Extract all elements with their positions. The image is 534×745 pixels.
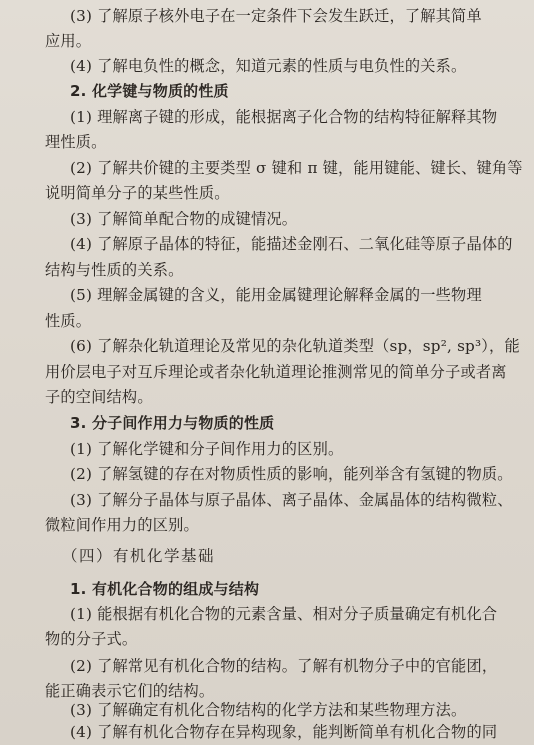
- text-line: (4) 了解原子晶体的特征，能描述金刚石、二氧化硅等原子晶体的: [70, 235, 513, 253]
- text-line: (2) 了解共价键的主要类型 σ 键和 π 键，能用键能、键长、键角等: [70, 159, 523, 177]
- text-line: 理性质。: [45, 133, 107, 151]
- section-heading: 2. 化学键与物质的性质: [70, 82, 229, 100]
- text-line: (3) 了解原子核外电子在一定条件下会发生跃迁，了解其简单: [70, 7, 482, 25]
- text-line: 应用。: [45, 32, 92, 50]
- text-line: (1) 理解离子键的形成，能根据离子化合物的结构特征解释其物: [70, 108, 498, 126]
- text-line: (3) 了解分子晶体与原子晶体、离子晶体、金属晶体的结构微粒、: [70, 491, 513, 509]
- text-line: 子的空间结构。: [45, 388, 153, 406]
- text-line: (3) 了解简单配合物的成键情况。: [70, 210, 298, 228]
- text-line: (2) 了解氢键的存在对物质性质的影响，能列举含有氢键的物质。: [70, 465, 513, 483]
- text-line: 物的分子式。: [45, 630, 138, 648]
- chapter-heading: （四）有机化学基础: [62, 547, 216, 565]
- text-line: 用价层电子对互斥理论或者杂化轨道理论推测常见的简单分子或者离: [45, 363, 507, 381]
- text-line: 说明简单分子的某些性质。: [45, 184, 230, 202]
- text-line: (5) 理解金属键的含义，能用金属键理论解释金属的一些物理: [70, 286, 482, 304]
- text-line: (6) 了解杂化轨道理论及常见的杂化轨道类型（sp，sp², sp³），能: [70, 337, 520, 355]
- text-line: 结构与性质的关系。: [45, 261, 184, 279]
- text-line: 性质。: [45, 312, 92, 330]
- text-line: (1) 能根据有机化合物的元素含量、相对分子质量确定有机化合: [70, 605, 498, 623]
- text-line: (3) 了解确定有机化合物结构的化学方法和某些物理方法。: [70, 701, 467, 719]
- text-line: (4) 了解电负性的概念，知道元素的性质与电负性的关系。: [70, 57, 467, 75]
- text-line: 能正确表示它们的结构。: [45, 682, 215, 700]
- section-heading: 1. 有机化合物的组成与结构: [70, 580, 260, 598]
- text-line: 微粒间作用力的区别。: [45, 516, 199, 534]
- section-heading: 3. 分子间作用力与物质的性质: [70, 414, 275, 432]
- text-line: (4) 了解有机化合物存在异构现象，能判断简单有机化合物的同: [70, 723, 498, 741]
- text-line: (1) 了解化学键和分子间作用力的区别。: [70, 440, 344, 458]
- text-line: (2) 了解常见有机化合物的结构。了解有机物分子中的官能团，: [70, 657, 498, 675]
